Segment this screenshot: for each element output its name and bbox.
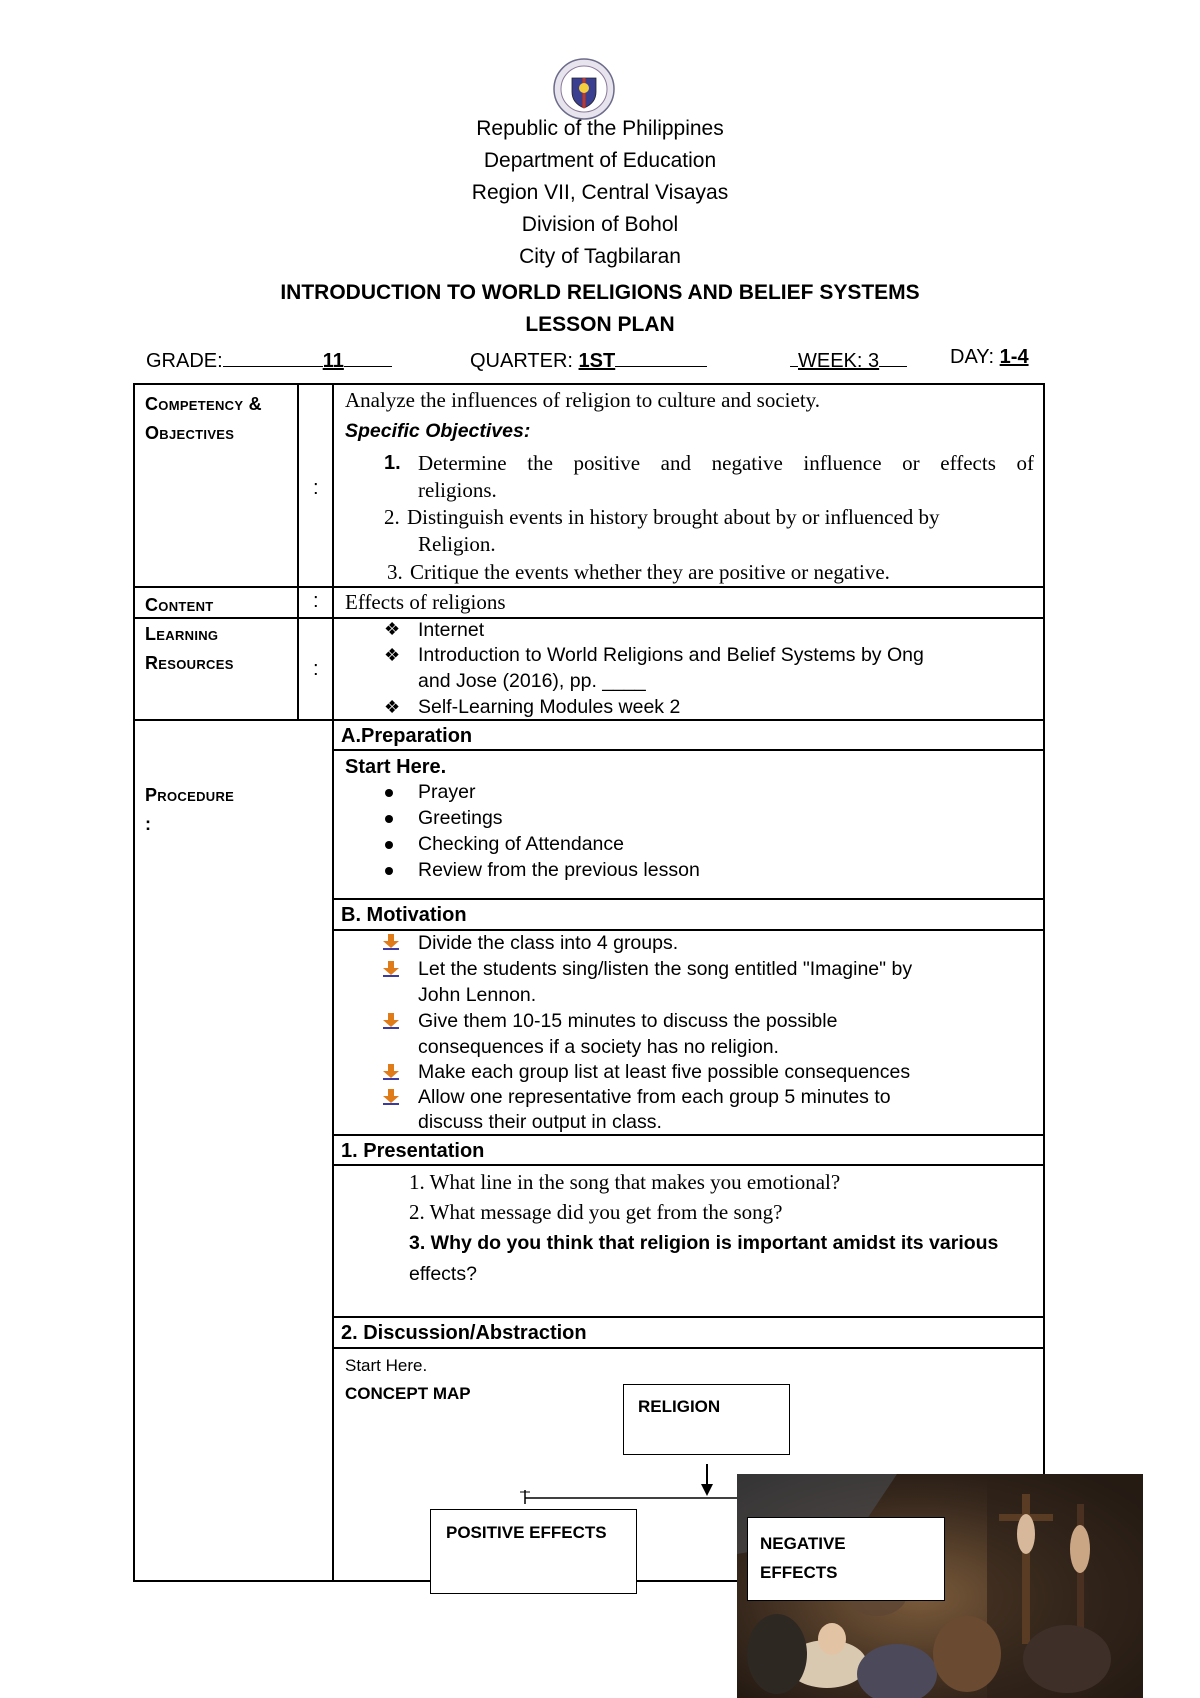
- motivation-item: Allow one representative from each group 5 minutes to: [418, 1086, 891, 1108]
- presentation-question: 1. What line in the song that makes you emotional?: [409, 1170, 841, 1194]
- preparation-item: Review from the previous lesson: [418, 859, 700, 881]
- procedure-label: [145, 781, 234, 839]
- motivation-heading: B. Motivation: [341, 904, 467, 926]
- presentation-question: 2. What message did you get from the song?: [409, 1200, 783, 1224]
- objective-text: Distinguish events in history brought about by or influenced by: [407, 505, 940, 529]
- concept-box-positive: [430, 1509, 637, 1594]
- competency-main: Analyze the influences of religion to culture and society.: [345, 388, 821, 412]
- concept-box-religion-text: RELIGION: [638, 1397, 721, 1416]
- concept-box-negative-text: [748, 1518, 944, 1587]
- resources-label: [145, 620, 234, 678]
- preparation-heading: A.Preparation: [341, 725, 473, 747]
- concept-box-religion: [623, 1384, 790, 1455]
- motivation-item: consequences if a society has no religion.: [418, 1036, 779, 1058]
- grade-field: [146, 346, 392, 373]
- header-line: City of Tagbilaran: [519, 245, 681, 268]
- resources-colon: :: [313, 658, 319, 680]
- down-arrow-bullet-icon: [382, 1013, 400, 1029]
- motivation-item: Give them 10-15 minutes to discuss the possible: [418, 1010, 838, 1032]
- preparation-item: Checking of Attendance: [418, 833, 624, 855]
- resource-item: Introduction to World Religions and Belief Systems by Ong: [418, 644, 924, 666]
- motivation-item: John Lennon.: [418, 984, 537, 1006]
- concept-box-negative-line: NEGATIVE: [760, 1534, 846, 1553]
- diamond-bullet-icon: ❖: [384, 645, 401, 665]
- week-label: WEEK: 3: [798, 350, 880, 372]
- header-line: Department of Education: [483, 149, 717, 172]
- grade-label: GRADE:: [146, 350, 223, 372]
- dot-bullet-icon: [385, 867, 393, 875]
- specific-objectives-heading: Specific Objectives:: [345, 420, 531, 442]
- procedure-colon: :: [145, 814, 152, 834]
- dot-bullet-icon: [385, 789, 393, 797]
- down-arrow-bullet-icon: [382, 1089, 400, 1105]
- header-line: Region VII, Central Visayas: [471, 181, 729, 204]
- down-arrow-bullet-icon: [382, 934, 400, 950]
- objective-number: 3.: [387, 560, 403, 584]
- preparation-item: Greetings: [418, 807, 503, 829]
- procedure-label-text: Procedure: [145, 785, 235, 805]
- day-label: DAY:: [950, 346, 995, 368]
- motivation-item: Make each group list at least five possible consequences: [418, 1061, 911, 1083]
- concept-box-negative: [747, 1517, 945, 1601]
- document-type: LESSON PLAN: [525, 313, 675, 336]
- presentation-question-emphasis: effects?: [409, 1263, 477, 1285]
- grade-value: 11: [322, 350, 344, 372]
- competency-label-line: Competency &: [145, 394, 262, 414]
- concept-box-negative-line: EFFECTS: [760, 1563, 838, 1582]
- header-line: Republic of the Philippines: [476, 117, 724, 140]
- objective-text: Religion.: [418, 532, 496, 556]
- dot-bullet-icon: [385, 815, 393, 823]
- deped-seal-logo: [553, 58, 615, 120]
- preparation-item: Prayer: [418, 781, 476, 803]
- objective-text: Critique the events whether they are positive or negative.: [410, 560, 890, 584]
- discussion-start: Start Here.: [345, 1356, 428, 1375]
- week-field: [790, 346, 907, 373]
- presentation-heading: 1. Presentation: [341, 1140, 485, 1162]
- resources-label-line: Learning: [145, 624, 219, 644]
- motivation-item: Let the students sing/listen the song entitled "Imagine" by: [418, 958, 913, 980]
- concept-map-connector: [520, 1462, 740, 1504]
- motivation-item: discuss their output in class.: [418, 1111, 662, 1133]
- course-title: INTRODUCTION TO WORLD RELIGIONS AND BELIEF SYSTEMS: [280, 281, 920, 304]
- discussion-heading: 2. Discussion/Abstraction: [341, 1322, 587, 1344]
- down-arrow-bullet-icon: [382, 961, 400, 977]
- resources-label-line: Resources: [145, 653, 234, 673]
- quarter-field: [470, 346, 707, 373]
- concept-map-label: CONCEPT MAP: [345, 1384, 471, 1403]
- day-value: 1-4: [999, 346, 1029, 368]
- resource-item: and Jose (2016), pp. ____: [418, 670, 646, 692]
- content-value: Effects of religions: [345, 590, 506, 614]
- concept-box-positive-text: POSITIVE EFFECTS: [446, 1523, 607, 1542]
- content-label: Content: [145, 595, 214, 615]
- diamond-bullet-icon: ❖: [384, 619, 401, 639]
- resource-item: Internet: [418, 619, 485, 641]
- motivation-item: Divide the class into 4 groups.: [418, 932, 679, 954]
- document-header: [0, 113, 1200, 341]
- content-colon: :: [313, 590, 319, 612]
- resource-item: Self-Learning Modules week 2: [418, 696, 681, 718]
- down-arrow-bullet-icon: [382, 1064, 400, 1080]
- objective-number: 2.: [384, 505, 400, 529]
- day-field: [950, 346, 1029, 369]
- diamond-bullet-icon: ❖: [384, 697, 401, 717]
- competency-label: [145, 390, 262, 448]
- competency-colon: :: [313, 477, 319, 499]
- header-line: Division of Bohol: [521, 213, 679, 236]
- competency-label-line: Objectives: [145, 423, 235, 443]
- objective-text: religions.: [418, 478, 497, 502]
- objective-text: Determine the positive and negative influence or effects of: [418, 451, 1034, 475]
- quarter-value: 1ST: [578, 350, 616, 372]
- preparation-start: Start Here.: [345, 756, 447, 778]
- presentation-question-emphasis: 3. Why do you think that religion is important amidst its various: [409, 1232, 999, 1254]
- objective-number: 1.: [384, 452, 401, 474]
- dot-bullet-icon: [385, 841, 393, 849]
- quarter-label: QUARTER:: [470, 350, 573, 372]
